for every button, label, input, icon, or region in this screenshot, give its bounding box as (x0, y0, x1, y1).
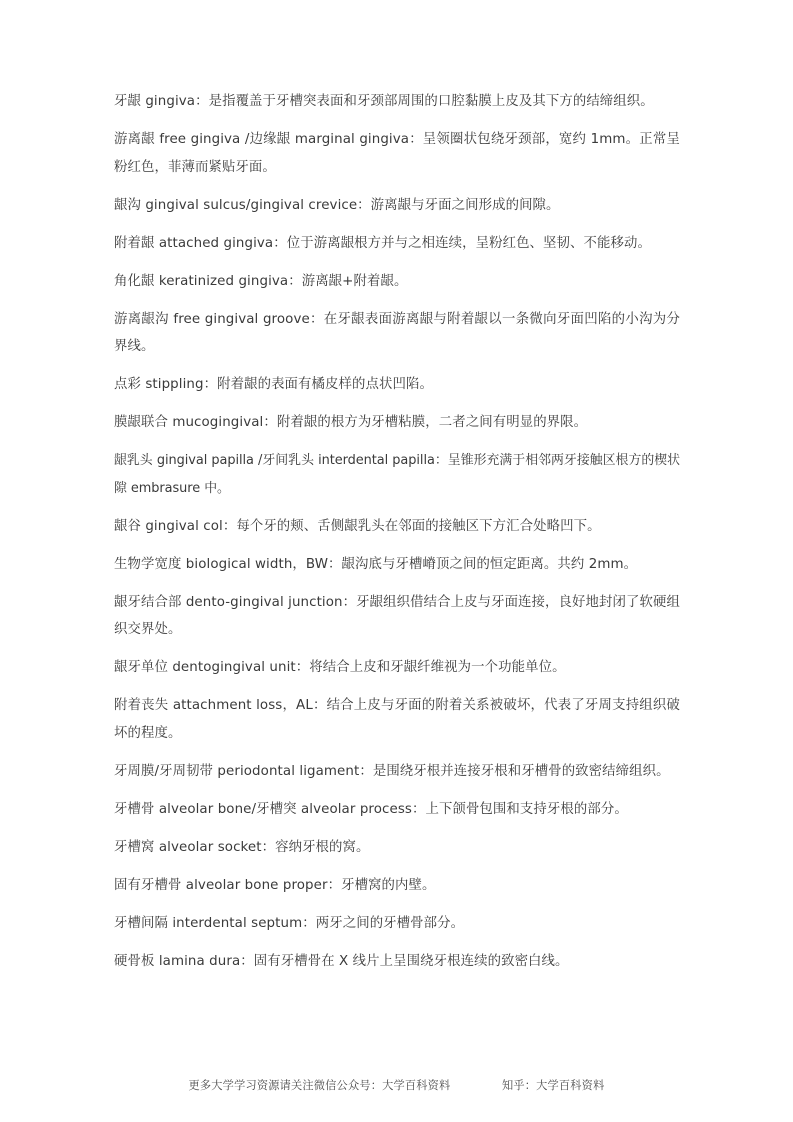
term-paragraph-periodontal-ligament: 牙周膜/牙周韧带 periodontal ligament：是围绕牙根并连接牙根和牙槽骨的致密结缔组织。 (114, 763, 670, 779)
term-paragraph-gingiva: 牙龈 gingiva：是指覆盖于牙槽突表面和牙颈部周围的口腔黏膜上皮及其下方的结缔组织。 (114, 94, 654, 109)
page-footer (0, 1078, 793, 1094)
term-paragraph-free-gingiva: 游离龈 free gingiva /边缘龈 marginal gingiva：呈领圈状包绕牙颈部，宽约 1mm。正常呈粉红色，菲薄而紧贴牙面。 (114, 132, 680, 175)
term-paragraph-mucogingival: 膜龈联合 mucogingival：附着龈的根方为牙槽粘膜，二者之间有明显的界限。 (114, 415, 588, 430)
term-paragraph-dento-gingival-junction: 龈牙结合部 dento-gingival junction：牙龈组织借结合上皮与牙面连接，良好地封闭了软硬组织交界处。 (114, 594, 680, 637)
term-paragraph-stippling: 点彩 stippling：附着龈的表面有橘皮样的点状凹陷。 (114, 377, 433, 392)
term-paragraph-keratinized-gingiva: 角化龈 keratinized gingiva：游离龈+附着龈。 (114, 273, 408, 289)
term-paragraph-free-gingival-groove: 游离龈沟 free gingival groove：在牙龈表面游离龈与附着龈以一条微向牙面凹陷的小沟为分界线。 (114, 311, 680, 354)
term-paragraph-attachment-loss: 附着丧失 attachment loss，AL：结合上皮与牙面的附着关系被破坏，代表了牙周支持组织破坏的程度。 (114, 698, 680, 741)
footer-zhihu-note: 知乎：大学百科资料 (501, 1079, 605, 1092)
term-paragraph-biological-width: 生物学宽度 biological width，BW：龈沟底与牙槽嵴顶之间的恒定距离。共约 2mm。 (114, 556, 638, 572)
term-paragraph-lamina-dura: 硬骨板 lamina dura：固有牙槽骨在 X 线片上呈围绕牙根连续的致密白线。 (114, 953, 569, 969)
term-paragraph-alveolar-bone-proper: 固有牙槽骨 alveolar bone proper：牙槽窝的内壁。 (114, 877, 436, 893)
term-paragraph-gingival-sulcus: 龈沟 gingival sulcus/gingival crevice：游离龈与牙面之间形成的间隙。 (114, 197, 560, 213)
term-paragraph-gingival-papilla: 龈乳头 gingival papilla /牙间乳头 interdental papilla：呈锥形充满于相邻两牙接触区根方的楔状隙 embrasure 中。 (114, 453, 680, 496)
terms-list (114, 88, 680, 975)
term-paragraph-interdental-septum: 牙槽间隔 interdental septum：两牙之间的牙槽骨部分。 (114, 915, 465, 931)
term-paragraph-attached-gingiva: 附着龈 attached gingiva：位于游离龈根方并与之相连续，呈粉红色、坚韧、不能移动。 (114, 235, 651, 251)
term-paragraph-alveolar-bone: 牙槽骨 alveolar bone/牙槽突 alveolar process：上下颌骨包围和支持牙根的部分。 (114, 801, 628, 817)
term-paragraph-gingival-col: 龈谷 gingival col：每个牙的颊、舌侧龈乳头在邻面的接触区下方汇合处略凹下。 (114, 518, 601, 534)
footer-wechat-note: 更多大学学习资源请关注微信公众号：大学百科资料 (188, 1079, 451, 1092)
term-paragraph-alveolar-socket: 牙槽窝 alveolar socket：容纳牙根的窝。 (114, 839, 370, 855)
term-paragraph-dentogingival-unit: 龈牙单位 dentogingival unit：将结合上皮和牙龈纤维视为一个功能单位。 (114, 660, 566, 675)
